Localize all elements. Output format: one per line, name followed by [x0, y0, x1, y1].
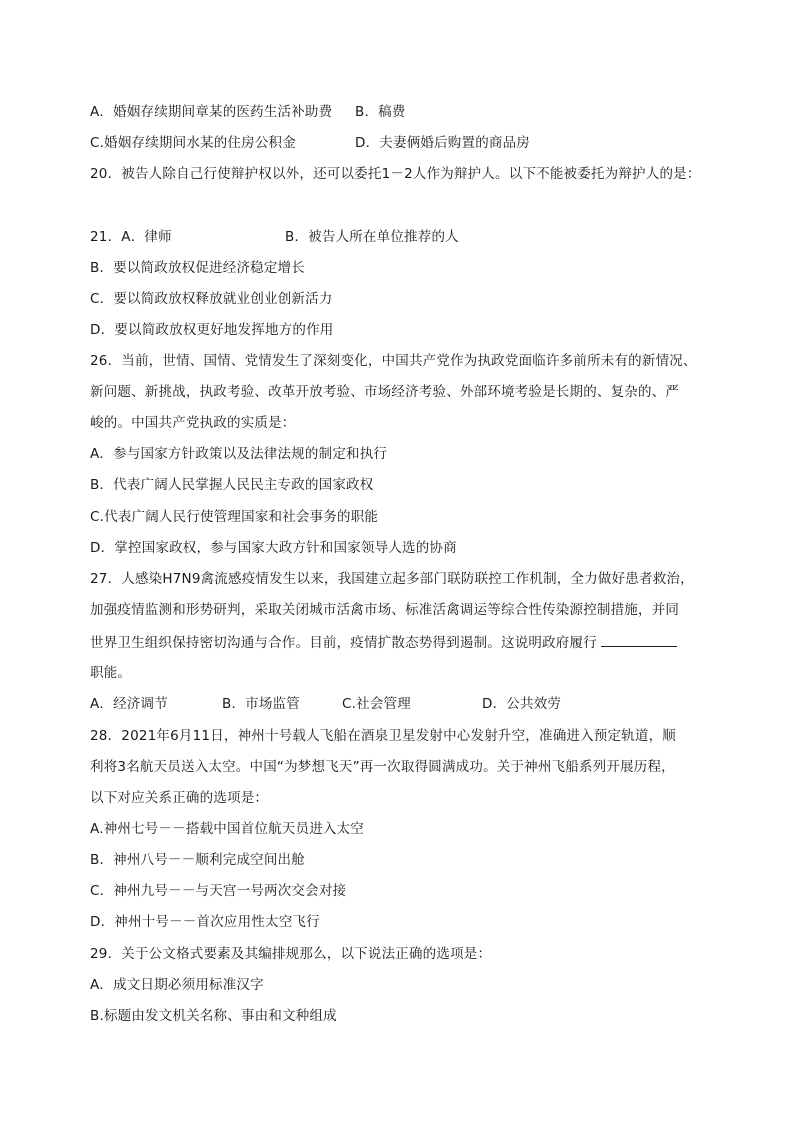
question-28-option-b: B．神州八号－－顺利完成空间出舱 — [90, 852, 305, 868]
question-29-option-a: A．成文日期必须用标准汉字 — [90, 977, 264, 993]
text-line: B．要以简政放权促进经济稳定增长 — [90, 260, 305, 276]
question-28-option-d: D．神州十号－－首次应用性太空飞行 — [90, 914, 320, 930]
question-26-option-c: C.代表广阔人民行使管理国家和社会事务的职能 — [90, 509, 379, 525]
question-27-line-2: 加强疫情监测和形势研判，采取关闭城市活禽市场、标准活禽调运等综合性传染源控制措施，并同 — [90, 602, 680, 618]
question-27-option-b: B．市场监管 — [222, 696, 300, 712]
option-a: A．婚姻存续期间章某的医药生活补助费 — [90, 104, 333, 120]
question-21-option-b: B．被告人所在单位推荐的人 — [285, 229, 459, 245]
question-27-line-1: 27．人感染H7N9禽流感疫情发生以来，我国建立起多部门联防联控工作机制，全力做好患者救治， — [90, 571, 694, 587]
question-27-option-d: D．公共效劳 — [482, 696, 562, 712]
question-29-option-b: B.标题由发文机关名称、事由和文种组成 — [90, 1008, 337, 1024]
question-28-option-c: C．神州九号－－与天宫一号两次交会对接 — [90, 883, 347, 899]
question-20: 20．被告人除自己行使辩护权以外，还可以委托1－2人作为辩护人。以下不能被委托为辩护人的是： — [90, 166, 701, 182]
question-27-line-3 — [90, 632, 677, 653]
question-26-line-3: 峻的。中国共产党执政的实质是： — [90, 415, 296, 431]
question-28-line-1: 28．2021年6月11日，神州十号载人飞船在酒泉卫星发射中心发射升空，准确进入预定轨道，顺 — [90, 728, 677, 744]
question-27-text: 世界卫生组织保持密切沟通与合作。目前，疫情扩散态势得到遏制。这说明政府履行 — [90, 635, 597, 651]
question-28-line-2: 利将3名航天员送入太空。中国“为梦想飞天”再一次取得圆满成功。关于神州飞船系列开展历程， — [90, 759, 675, 775]
option-b: B．稿费 — [355, 104, 406, 120]
text-line: D．要以简政放权更好地发挥地方的作用 — [90, 322, 334, 338]
question-26-option-b: B．代表广阔人民掌握人民民主专政的国家政权 — [90, 477, 374, 493]
question-26-line-2: 新问题、新挑战，执政考验、改革开放考验、市场经济考验、外部环境考验是长期的、复杂的、严 — [90, 384, 680, 400]
question-26-option-a: A．参与国家方针政策以及法律法规的制定和执行 — [90, 446, 388, 462]
question-28-line-3: 以下对应关系正确的选项是： — [90, 790, 269, 806]
question-21-option-a: 21．A．律师 — [90, 229, 172, 245]
option-d: D．夫妻俩婚后购置的商品房 — [355, 135, 530, 151]
question-27-option-c: C.社会管理 — [342, 696, 411, 712]
question-26-option-d: D．掌控国家政权，参与国家大政方针和国家领导人选的协商 — [90, 540, 457, 556]
question-29: 29．关于公文格式要素及其编排规那么，以下说法正确的选项是： — [90, 946, 492, 962]
question-27-option-a: A．经济调节 — [90, 696, 168, 712]
answer-blank — [601, 632, 677, 647]
question-27-line-4: 职能。 — [90, 665, 132, 681]
question-28-option-a: A.神州七号－－搭载中国首位航天员进入太空 — [90, 821, 364, 837]
option-c: C.婚姻存续期间水某的住房公积金 — [90, 135, 296, 151]
question-26-line-1: 26．当前，世情、国情、党情发生了深刻变化，中国共产党作为执政党面临许多前所未有的新情况、 — [90, 353, 697, 369]
text-line: C．要以简政放权释放就业创业创新活力 — [90, 291, 333, 307]
